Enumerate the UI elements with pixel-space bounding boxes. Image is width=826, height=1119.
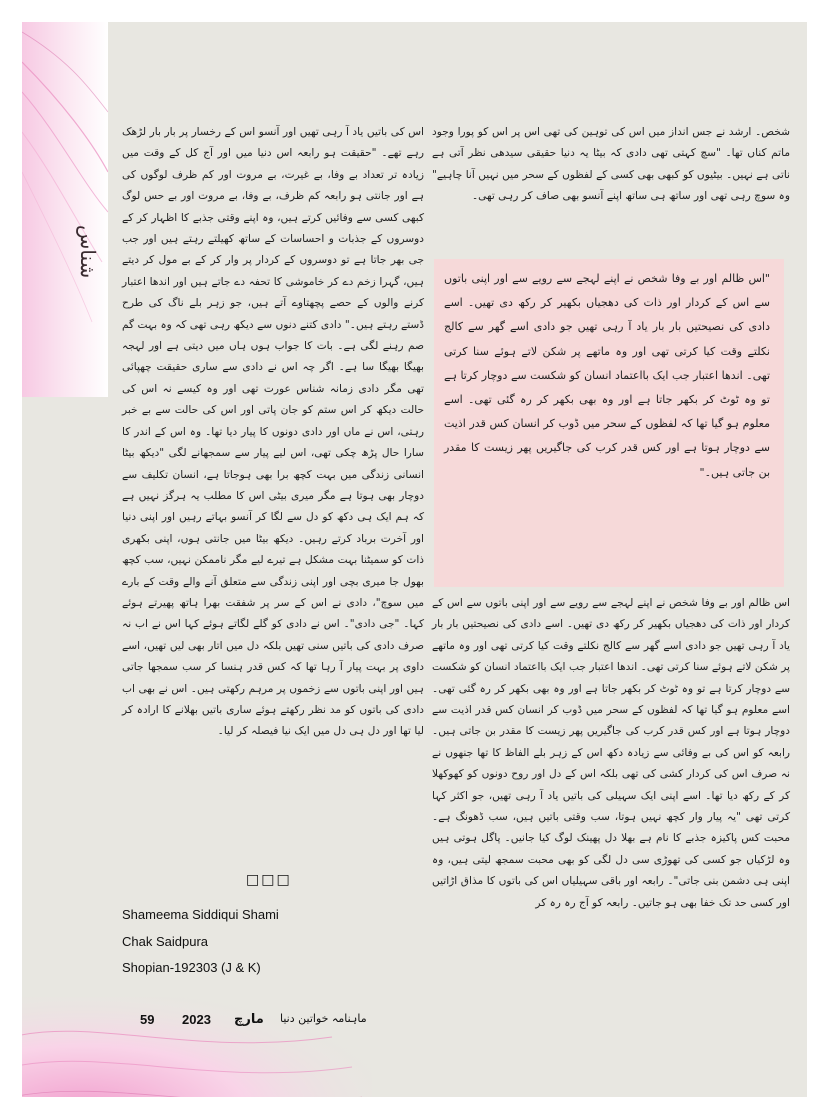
right-column-bottom-text: اس ظالم اور بے وفا شخص نے اپنے لہجے سے رویے سے اور اپنی باتوں سے اس کے کردار اور ذات کی دھجیاں بکھیر کر رکھ دی تھیں۔ اسے دادی کی نصیحتیں بار بار یاد آ رہی تھیں جو دادی اسے گھر سے کالج نکلتے وقت کیا کرتی تھی اور وہ ماتھے پر شکن لاتے ہوئے سنا کرتی تھی۔ اندھا اعتبار جب ایک بااعتماد انسان کو شکست سے دوچار کرتا ہے تو وہ ٹوٹ کر بکھر جاتا ہے اور وہ بھی بکھر کر رہ گئی تھی۔ اسے معلوم ہو گیا تھا کہ لفظوں کے سحر میں ڈوب کر انسان کس قدر اذیت سے دوچار ہوتا ہے اور کس قدر کرب کی جاگیریں پھر زیست کا مقدر بن جاتی ہیں۔ رابعہ کو اس کی بے وفائی سے زیادہ دکھ اس کے زہر بلے الفاظ کا تھا جنھوں نے نہ صرف اس کی کردار کشی کی تھی بلکہ اس کے دل اور روح دونوں کو کھوکھلا کر کے رکھ دیا تھا۔ اسے اپنی ایک سہیلی کی باتیں یاد آ رہی تھیں، جو اکثر کہا کرتی تھی "یہ پیار وار کچھ نہیں ہوتا، سب وقتی باتیں ہیں، سب ڈھونگ ہے۔ محبت کس پاکیزہ جذبے کا نام ہے بھلا دل پھینک لوگ کیا جانیں۔ پاگل ہوتی ہیں وہ لڑکیاں جو کسی کی تھوڑی سی دل لگی کو بھی محبت سمجھ لیتی ہیں، وہ اپنی ہی دشمن بنی جاتی"۔ رابعہ اور باقی سہیلیاں اس کی باتوں کا مذاق اڑاتیں اور کسی حد تک خفا بھی ہو جاتیں۔ رابعہ کو آج رہ رہ کر [432,597,790,909]
right-column-bottom [432,593,790,914]
highlight-quote-box [434,259,784,587]
left-column [122,122,424,743]
section-separator: □□□ [246,872,292,888]
issue-month: مارچ [234,1012,264,1027]
quote-text: "اس ظالم اور بے وفا شخص نے اپنے لہجے سے رویے سے اور اپنی باتوں سے اس کے کردار اور ذات کی دھجیاں بکھیر کر رکھ دی تھیں۔ اسے دادی کی نصیحتیں بار بار یاد آ رہی تھیں جو دادی اسے گھر سے کالج نکلتے وقت کیا کرتی تھی اور وہ ماتھے پر شکن لاتے ہوئے سنا کرتی تھی۔ اندھا اعتبار جب ایک بااعتماد انسان کو شکست سے دوچار کرتا ہے تو وہ ٹوٹ کر بکھر جاتا ہے اور وہ بھی بکھر کر رہ گئی تھی۔ اسے معلوم ہو گیا تھا کہ لفظوں کے سحر میں ڈوب کر انسان کس قدر اذیت سے دوچار ہوتا ہے اور کس قدر کرب کی جاگیریں پھر زیست کا مقدر بن جاتی ہیں۔" [444,272,770,479]
section-label: شناس [76,225,100,279]
issue-year: 2023 [182,1012,211,1027]
author-location: Chak Saidpura [122,933,208,949]
magazine-page [22,22,807,1097]
page-number: 59 [140,1012,155,1027]
magazine-name: ماہنامہ خواتین دنیا [280,1012,367,1025]
page-footer [140,1012,380,1034]
author-block [122,902,279,982]
author-address: Shopian-192303 (J & K) [122,960,261,975]
right-column-top-text: شخص۔ ارشد نے جس انداز میں اس کی توہین کی تھی اس پر اس کو پورا وجود ماتم کناں تھا۔ "سچ کہتی تھی دادی کہ بیٹا یہ دنیا حقیقی سیدھی نظر آتی ہے ناتی ہے نہیں۔ بیٹیوں کو کبھی بھی کسی کے لفظوں کے سحر میں نہیں آنا چاہیے" وہ سوچ رہی تھی اور ساتھ ہی ساتھ اپنے آنسو بھی صاف کر رہی تھی۔ [432,126,790,203]
right-column-top [432,122,790,208]
left-column-text: اس کی باتیں یاد آ رہی تھیں اور آنسو اس کے رخسار پر بار بار لڑھک رہے تھے۔ "حقیقت ہو رابعہ اس دنیا میں اور آج کل کے وقت میں زیادہ تر تعداد بے وفا، بے غیرت، بے مروت اور کم ظرف لوگوں کی ہے اور جانتی ہو رابعہ کم ظرف، بے وفا، بے مروت اور بے حس لوگ کبھی کسی سے وفائیں کرتے ہیں، وہ اپنے وقتی جذبے کا اظہار کر کے دوسروں کے جذبات و احساسات کے ساتھ کھیلتے رہتے ہیں اور جب جی بھر جاتا ہے تو دوسروں کے کردار پر وار کر کے بے مول کر دیتے ہیں، گہرا زخم دے کر خاموشی کا تحفہ دے جاتے ہیں اور اندھا اعتبار کرنے والوں کے حصے پچھتاوے آتے ہیں، جو زہر بلے ناگ کی طرح ڈستے رہتے ہیں۔" دادی کتنے دنوں سے دیکھ رہی تھی کہ وہ بہت گم صم رہنے لگی ہے۔ بات کا جواب ہوں ہاں میں دیتی ہے اور لہجہ بھیگا بھیگا سا ہے۔ اگر چہ اس نے دادی سے ساری حقیقت چھپائی تھی مگر دادی زمانہ شناس عورت تھی اور وہ کیسے نہ اس کی حالت دیکھ کر اس ستم کو جان پاتی اور اس کی حالت سے بے خبر رہتی، اس نے ماں اور دادی دونوں کا پیار دیا تھا۔ وہ اس کے اندر کا سارا حال پڑھ چکی تھی، اس لیے پیار سے سمجھانے لگی "دیکھ بیٹا انسانی زندگی میں بہت کچھ برا بھی ہوجاتا ہے، انسان تکلیف سے دوچار بھی ہوتا ہے مگر میری بیٹی اس کا مطلب یہ ہرگز نہیں ہے کہ ہم ایک ہی دکھ کو دل سے لگا کر آنسو بہاتے رہیں اور اپنی دنیا اور آخرت برباد کرتے رہیں۔ دیکھ بیٹا میں جانتی ہوں، اپنی بکھری ذات کو سمیٹنا بہت مشکل ہے تیرے لیے مگر ناممکن نہیں، سب کچھ بھول جا میری بچی اور اپنی زندگی سے متعلق آنے والے وقت کے بارے میں سوچ"، دادی نے اس کے سر پر شفقت بھرا ہاتھ پھیرتے ہوئے کہا۔ "جی دادی"۔ اس نے دادی کو گلے لگاتے ہوئے کہا اس نے اب نہ صرف دادی کی باتیں سنی تھیں بلکہ دل میں اتار بھی لیں تھیں، اسے داوی پر بہت پیار آ رہا تھا کہ کس قدر ہنسا کر سب سمجھا جاتی ہیں اور اپنی باتوں سے زخموں پر مرہم رکھتی ہیں۔ اس نے بھی اب دادی کی باتوں کو مد نظر رکھتے ہوئے ساری باتیں بھلانے کا ارادہ کر لیا تھا اور دل ہی دل میں ایک نیا فیصلہ کر لیا۔ [122,126,424,738]
author-name: Shameema Siddiqui Shami [122,907,279,922]
